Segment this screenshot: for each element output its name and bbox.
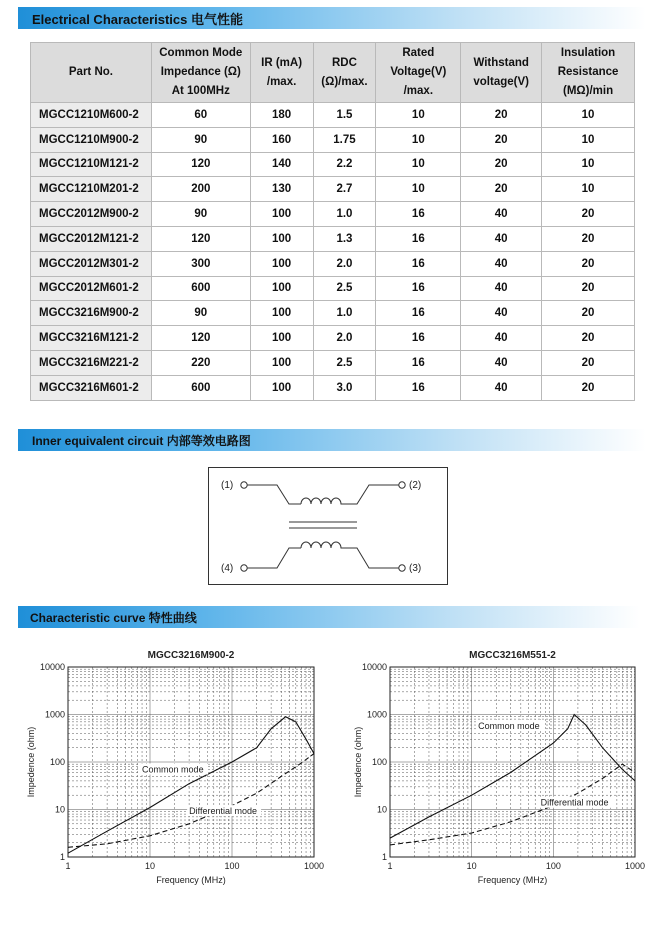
y-tick-label: 1000 — [366, 709, 387, 720]
table-row — [31, 103, 635, 128]
series-label: Differential mode — [540, 797, 609, 808]
x-axis-label: Frequency (MHz) — [156, 875, 226, 885]
table-cell: 220 — [151, 350, 250, 375]
bottom-lead-left — [247, 548, 301, 568]
table-cell: 20 — [461, 103, 542, 128]
table-cell: 90 — [151, 301, 250, 326]
table-row — [31, 350, 635, 375]
y-tick-label: 1000 — [44, 709, 65, 720]
table-cell: 100 — [250, 226, 313, 251]
table-row — [31, 226, 635, 251]
x-tick-label: 1000 — [624, 861, 646, 871]
table-cell: 140 — [250, 152, 313, 177]
table-cell: 1.5 — [313, 103, 376, 128]
table-cell: 40 — [461, 251, 542, 276]
column-header-line: /max. — [403, 85, 434, 97]
table-row — [31, 375, 635, 400]
part-number-cell: MGCC2012M900-2 — [31, 202, 152, 227]
table-row — [31, 152, 635, 177]
equivalent-circuit-diagram — [208, 467, 448, 585]
section-banner-circuit: Inner equivalent circuit 内部等效电路图 — [18, 429, 646, 451]
table-cell: 100 — [250, 276, 313, 301]
column-header — [542, 43, 635, 103]
series-label: Common mode — [142, 764, 204, 775]
table-cell: 10 — [542, 152, 635, 177]
table-cell: 10 — [376, 177, 461, 202]
series-common-mode — [68, 717, 314, 854]
table-body — [31, 103, 635, 401]
grid — [68, 667, 314, 857]
column-header — [31, 43, 152, 103]
table-cell: 120 — [151, 226, 250, 251]
grid — [390, 667, 635, 857]
section-banner-electrical: Electrical Characteristics 电气性能 — [18, 7, 646, 29]
column-header-line: Withstand — [473, 56, 529, 69]
terminal-1 — [241, 482, 247, 488]
table-row — [31, 276, 635, 301]
y-axis-label: Impedence (ohm) — [26, 726, 36, 798]
table-cell: 60 — [151, 103, 250, 128]
table-cell: 20 — [461, 127, 542, 152]
terminal-2 — [399, 482, 405, 488]
table-cell: 16 — [376, 326, 461, 351]
column-header-line: voltage(V) — [473, 75, 529, 88]
table-cell: 40 — [461, 202, 542, 227]
part-number-cell: MGCC3216M221-2 — [31, 350, 152, 375]
table-cell: 600 — [151, 375, 250, 400]
table-row — [31, 251, 635, 276]
table-cell: 2.5 — [313, 350, 376, 375]
table-cell: 100 — [250, 202, 313, 227]
circuit-svg — [209, 468, 449, 586]
pin-label-2: (2) — [409, 480, 422, 491]
table-cell: 40 — [461, 375, 542, 400]
column-header-line: (Ω)/max. — [321, 75, 368, 88]
y-tick-label: 1 — [59, 852, 65, 862]
part-number-cell: MGCC3216M121-2 — [31, 326, 152, 351]
y-axis-label: Impedence (ohm) — [353, 726, 363, 798]
top-coil — [301, 498, 345, 504]
table-cell: 40 — [461, 226, 542, 251]
table-cell: 40 — [461, 326, 542, 351]
table-cell: 2.7 — [313, 177, 376, 202]
table-row — [31, 301, 635, 326]
terminal-4 — [241, 565, 247, 571]
table-cell: 16 — [376, 350, 461, 375]
table-cell: 1.0 — [313, 202, 376, 227]
table-cell: 10 — [542, 127, 635, 152]
table-cell: 20 — [542, 251, 635, 276]
table-cell: 20 — [542, 276, 635, 301]
table-cell: 20 — [461, 152, 542, 177]
table-cell: 180 — [250, 103, 313, 128]
column-header — [250, 43, 313, 103]
table-row — [31, 202, 635, 227]
y-tick-label: 100 — [371, 757, 387, 767]
table-cell: 20 — [542, 226, 635, 251]
part-number-cell: MGCC1210M600-2 — [31, 103, 152, 128]
table-cell: 1.0 — [313, 301, 376, 326]
part-number-cell: MGCC1210M900-2 — [31, 127, 152, 152]
bottom-lead-right — [345, 548, 399, 568]
table-cell: 1.3 — [313, 226, 376, 251]
table-cell: 120 — [151, 326, 250, 351]
table-cell: 40 — [461, 276, 542, 301]
table-cell: 2.0 — [313, 326, 376, 351]
impedance-chart-2 — [345, 645, 645, 895]
table-cell: 3.0 — [313, 375, 376, 400]
column-header — [461, 43, 542, 103]
part-number-cell: MGCC2012M601-2 — [31, 276, 152, 301]
top-lead-right — [345, 485, 399, 504]
table-header-row — [31, 43, 635, 103]
table-cell: 90 — [151, 202, 250, 227]
table-cell: 16 — [376, 375, 461, 400]
table-cell: 10 — [376, 127, 461, 152]
x-tick-label: 10 — [466, 861, 477, 871]
pin-label-4: (4) — [221, 563, 234, 574]
x-tick-label: 100 — [545, 861, 561, 871]
series-label: Differential mode — [189, 806, 257, 817]
y-tick-label: 10 — [376, 804, 387, 815]
table-cell: 10 — [542, 177, 635, 202]
column-header-line: Insulation — [560, 47, 616, 59]
x-tick-label: 1 — [387, 861, 393, 871]
table-cell: 16 — [376, 202, 461, 227]
table-cell: 120 — [151, 152, 250, 177]
table-cell: 20 — [542, 301, 635, 326]
column-header — [376, 43, 461, 103]
table-cell: 300 — [151, 251, 250, 276]
table-cell: 160 — [250, 127, 313, 152]
section-banner-curve: Characteristic curve 特性曲线 — [18, 606, 640, 628]
column-header — [313, 43, 376, 103]
table-cell: 10 — [542, 103, 635, 128]
column-header-line: RDC — [331, 56, 357, 69]
table-cell: 1.75 — [313, 127, 376, 152]
table-cell: 100 — [250, 251, 313, 276]
table-cell: 100 — [250, 375, 313, 400]
table-cell: 100 — [250, 326, 313, 351]
y-tick-label: 10 — [54, 804, 65, 815]
column-header-line: Part No. — [68, 66, 113, 78]
table-cell: 2.2 — [313, 152, 376, 177]
table-cell: 16 — [376, 276, 461, 301]
y-tick-label: 1 — [381, 852, 387, 862]
column-header-line: Resistance — [557, 66, 619, 78]
table-cell: 100 — [250, 301, 313, 326]
table-cell: 20 — [542, 350, 635, 375]
y-tick-label: 10000 — [361, 662, 387, 672]
table-cell: 40 — [461, 301, 542, 326]
pin-label-1: (1) — [221, 480, 234, 491]
column-header-line: IR (mA) — [261, 56, 303, 69]
column-header-line: Rated — [402, 47, 435, 59]
x-tick-label: 10 — [144, 861, 156, 871]
table-cell: 16 — [376, 301, 461, 326]
table-cell: 200 — [151, 177, 250, 202]
x-tick-label: 100 — [224, 861, 240, 871]
x-axis-label: Frequency (MHz) — [477, 875, 548, 885]
column-header-line: Voltage(V) — [390, 66, 447, 78]
table-row — [31, 177, 635, 202]
table-cell: 2.5 — [313, 276, 376, 301]
series-label: Common mode — [478, 720, 540, 731]
y-tick-label: 100 — [49, 757, 65, 767]
table-cell: 100 — [250, 350, 313, 375]
column-header-line: (MΩ)/min — [563, 85, 614, 97]
part-number-cell: MGCC3216M601-2 — [31, 375, 152, 400]
terminal-3 — [399, 565, 405, 571]
impedance-chart-1 — [20, 645, 325, 895]
y-tick-label: 10000 — [39, 662, 65, 672]
pin-label-3: (3) — [409, 563, 422, 574]
bottom-coil — [301, 542, 345, 548]
part-number-cell: MGCC1210M121-2 — [31, 152, 152, 177]
electrical-characteristics-table — [30, 42, 635, 401]
column-header-line: Impedance (Ω) — [160, 66, 241, 78]
column-header-line: At 100MHz — [171, 85, 230, 97]
table-cell: 20 — [542, 375, 635, 400]
table-cell: 2.0 — [313, 251, 376, 276]
part-number-cell: MGCC2012M121-2 — [31, 226, 152, 251]
table-cell: 20 — [461, 177, 542, 202]
column-header-line: Common Mode — [159, 47, 243, 59]
part-number-cell: MGCC3216M900-2 — [31, 301, 152, 326]
table-cell: 16 — [376, 251, 461, 276]
part-number-cell: MGCC2012M301-2 — [31, 251, 152, 276]
column-header-line: /max. — [266, 75, 297, 88]
table-cell: 90 — [151, 127, 250, 152]
chart-title: MGCC3216M551-2 — [469, 650, 556, 661]
table-row — [31, 326, 635, 351]
top-lead-left — [247, 485, 301, 504]
table-row — [31, 127, 635, 152]
table-cell: 600 — [151, 276, 250, 301]
chart-title: MGCC3216M900-2 — [147, 650, 235, 661]
table-cell: 20 — [542, 326, 635, 351]
x-tick-label: 1 — [65, 861, 71, 871]
x-tick-label: 1000 — [303, 861, 325, 871]
table-cell: 40 — [461, 350, 542, 375]
table-cell: 130 — [250, 177, 313, 202]
table-cell: 16 — [376, 226, 461, 251]
table-cell: 20 — [542, 202, 635, 227]
column-header — [151, 43, 250, 103]
table-cell: 10 — [376, 103, 461, 128]
table-cell: 10 — [376, 152, 461, 177]
part-number-cell: MGCC1210M201-2 — [31, 177, 152, 202]
